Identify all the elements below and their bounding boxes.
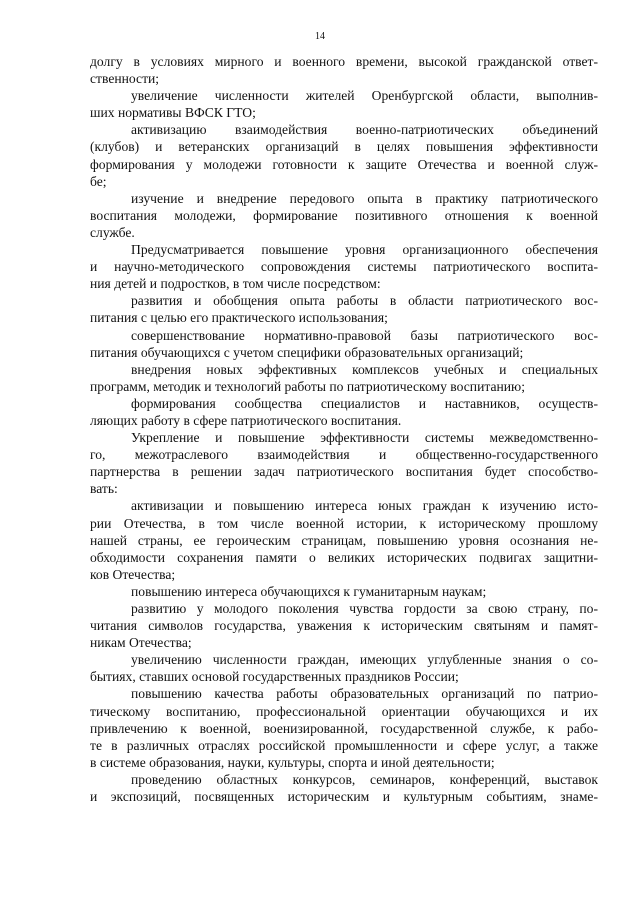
text-line: ляющих работу в сфере патриотического воспитания.	[90, 412, 402, 428]
text-line: развития и обобщения опыта работы в области патриотического вос-	[131, 293, 598, 309]
text-line: повышению интереса обучающихся к гуманитарным наукам;	[131, 583, 487, 599]
text-line: никам Отечества;	[90, 635, 192, 651]
text-line: вать:	[90, 481, 118, 497]
text-line: увеличение численности жителей Оренбургской области, выполнив-	[131, 88, 598, 104]
text-line: увеличению численности граждан, имеющих углубленные знания о со-	[131, 652, 598, 668]
text-line: (клубов) и ветеранских организаций в целях повышения эффективности	[90, 139, 598, 155]
text-line: ков Отечества;	[90, 566, 176, 582]
text-line: и научно-методического сопровождения системы патриотического воспита-	[90, 259, 598, 275]
text-line: тическому воспитанию, профессиональной ориентации обучающихся и их	[90, 703, 598, 719]
text-line: изучение и внедрение передового опыта в практику патриотического	[131, 190, 598, 206]
text-line: те в различных отраслях российской промышленности и сфере услуг, а также	[90, 737, 598, 753]
text-line: читания символов государства, уважения к историческим святыням и памят-	[90, 618, 598, 634]
text-line: долгу в условиях мирного и военного времени, высокой гражданской ответ-	[90, 54, 598, 69]
text-line: активизацию взаимодействия военно-патриотических объединений	[131, 122, 598, 138]
text-line: рии Отечества, в том числе военной истории, к историческому прошлому	[90, 515, 598, 531]
text-line: нашей страны, ее героическим страницам, повышению уровня осознания не-	[90, 532, 598, 548]
text-line: бытиях, ставших основой государственных праздников России;	[90, 669, 459, 685]
text-line: питания обучающихся с учетом специфики образовательных организаций;	[90, 344, 524, 360]
text-line: го, межотраслевого взаимодействия и общественно-государственного	[90, 447, 598, 463]
text-line: программ, методик и технологий работы по патриотическому воспитанию;	[90, 378, 525, 394]
text-line: Укрепление и повышение эффективности системы межведомственно-	[131, 430, 598, 446]
text-line: формирования сообщества специалистов и наставников, осуществ-	[131, 395, 598, 411]
text-line: воспитания молодежи, формирование позитивного отношения к военной	[90, 207, 598, 223]
text-line: активизации и повышению интереса юных граждан к изучению исто-	[131, 498, 598, 514]
text-line: партнерства в решении задач патриотического воспитания будет способство-	[90, 464, 598, 480]
text-line: Предусматривается повышение уровня организационного обеспечения	[131, 242, 598, 258]
text-line: ственности;	[90, 71, 160, 87]
text-line: в системе образования, науки, культуры, спорта и иной деятельности;	[90, 754, 495, 770]
text-line: проведению областных конкурсов, семинаров, конференций, выставок	[131, 771, 598, 787]
body-text	[90, 53, 598, 805]
text-line: и экспозиций, посвященных историческим и культурным событиям, знаме-	[90, 789, 598, 805]
text-line: совершенствование нормативно-правовой базы патриотического вос-	[131, 327, 598, 343]
text-line: бе;	[90, 173, 107, 189]
text-line: повышению качества работы образовательных организаций по патрио-	[131, 686, 598, 702]
text-line: формирования у молодежи готовности к защите Отечества и военной служ-	[90, 156, 598, 172]
text-line: привлечению к военной, военизированной, государственной службе, к рабо-	[90, 720, 598, 736]
text-line: ния детей и подростков, в том числе посредством:	[90, 276, 381, 292]
text-line: службе.	[90, 224, 135, 240]
text-line: внедрения новых эффективных комплексов учебных и специальных	[131, 361, 598, 377]
text-line: развитию у молодого поколения чувства гордости за свою страну, по-	[131, 601, 598, 616]
text-line: ших нормативы ВФСК ГТО;	[90, 105, 256, 121]
text-line: питания с целью его практического использования;	[90, 310, 388, 326]
page-number: 14	[315, 31, 325, 42]
text-line: обходимости сохранения памяти о великих исторических подвигах защитни-	[90, 549, 598, 565]
